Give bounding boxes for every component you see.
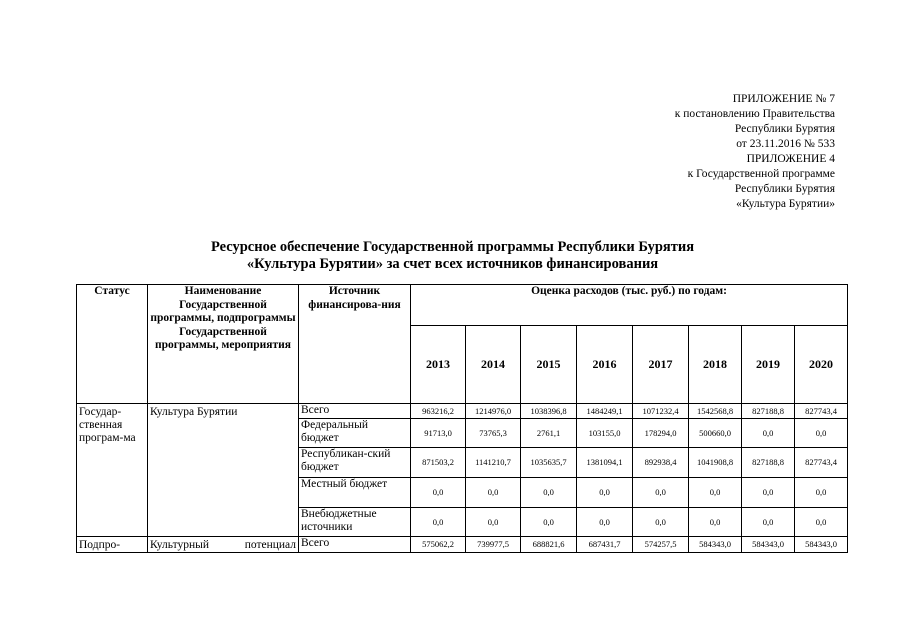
source-cell: Местный бюджет (299, 478, 411, 508)
value-cell: 687431,7 (577, 537, 633, 553)
value-cell: 584343,0 (795, 537, 848, 553)
value-cell: 1484249,1 (577, 404, 633, 419)
value-cell: 1214976,0 (466, 404, 521, 419)
value-cell: 0,0 (689, 478, 742, 508)
value-cell: 73765,3 (466, 419, 521, 448)
value-cell: 0,0 (411, 508, 466, 537)
year-header: 2014 (466, 326, 521, 404)
name-cell: Культурный потенциал (148, 537, 299, 553)
annex-4-line: «Культура Бурятии» (736, 198, 835, 210)
name-cell: Культура Бурятии (148, 404, 299, 537)
status-cell: Государ-ственная програм-ма (77, 404, 148, 537)
source-cell: Всего (299, 404, 411, 419)
annex-7-line: ПРИЛОЖЕНИЕ № 7 (732, 93, 835, 105)
value-cell: 0,0 (411, 478, 466, 508)
value-cell: 0,0 (742, 508, 795, 537)
value-cell: 892938,4 (633, 448, 689, 478)
value-cell: 0,0 (795, 478, 848, 508)
title-line-2: «Культура Бурятии» за счет всех источников финансирования (246, 256, 659, 272)
value-cell: 963216,2 (411, 404, 466, 419)
value-cell: 827188,8 (742, 448, 795, 478)
title-line-1: Ресурсное обеспечение Государственной программы Республики Бурятия (210, 239, 695, 255)
value-cell: 0,0 (577, 508, 633, 537)
annex-4-line: ПРИЛОЖЕНИЕ 4 (746, 153, 835, 165)
value-cell: 1035635,7 (521, 448, 577, 478)
year-header: 2020 (795, 326, 848, 404)
header-source: Источник финансирова-ния (299, 285, 411, 404)
value-cell: 0,0 (521, 508, 577, 537)
year-header: 2019 (742, 326, 795, 404)
annex-7-line: Республики Бурятия (734, 123, 835, 135)
value-cell: 0,0 (689, 508, 742, 537)
value-cell: 574257,5 (633, 537, 689, 553)
value-cell: 1071232,4 (633, 404, 689, 419)
value-cell: 0,0 (795, 508, 848, 537)
table-row (77, 537, 848, 553)
year-header: 2018 (689, 326, 742, 404)
value-cell: 91713,0 (411, 419, 466, 448)
value-cell: 0,0 (466, 478, 521, 508)
value-cell: 827743,4 (795, 448, 848, 478)
year-header: 2017 (633, 326, 689, 404)
document-title (0, 239, 905, 273)
value-cell: 584343,0 (742, 537, 795, 553)
resource-table (76, 284, 848, 553)
source-cell: Внебюджетные источники (299, 508, 411, 537)
year-header: 2013 (411, 326, 466, 404)
value-cell: 2761,1 (521, 419, 577, 448)
value-cell: 1542568,8 (689, 404, 742, 419)
header-status: Статус (77, 285, 148, 404)
value-cell: 0,0 (577, 478, 633, 508)
value-cell: 1381094,1 (577, 448, 633, 478)
header-row-1 (77, 285, 848, 326)
header-name: Наименование Государственной программы, подпрограммы Государственной программы, мероприятия (148, 285, 299, 404)
value-cell: 584343,0 (689, 537, 742, 553)
source-cell: Всего (299, 537, 411, 553)
value-cell: 0,0 (633, 508, 689, 537)
annex-4-line: к Государственной программе (687, 168, 835, 180)
table-row (77, 404, 848, 419)
annex-4-block (688, 152, 835, 212)
value-cell: 827188,8 (742, 404, 795, 419)
source-cell: Федеральный бюджет (299, 419, 411, 448)
annex-7-line: от 23.11.2016 № 533 (736, 138, 835, 150)
year-header: 2016 (577, 326, 633, 404)
value-cell: 0,0 (521, 478, 577, 508)
value-cell: 688821,6 (521, 537, 577, 553)
value-cell: 739977,5 (466, 537, 521, 553)
value-cell: 500660,0 (689, 419, 742, 448)
value-cell: 0,0 (742, 478, 795, 508)
annex-7-line: к постановлению Правительства (674, 108, 835, 120)
value-cell: 1141210,7 (466, 448, 521, 478)
status-cell: Подпро- (77, 537, 148, 553)
value-cell: 1038396,8 (521, 404, 577, 419)
value-cell: 0,0 (633, 478, 689, 508)
value-cell: 103155,0 (577, 419, 633, 448)
value-cell: 575062,2 (411, 537, 466, 553)
year-header: 2015 (521, 326, 577, 404)
value-cell: 0,0 (742, 419, 795, 448)
value-cell: 0,0 (466, 508, 521, 537)
source-cell: Республикан-ский бюджет (299, 448, 411, 478)
value-cell: 1041908,8 (689, 448, 742, 478)
annex-7-block (675, 92, 835, 152)
value-cell: 871503,2 (411, 448, 466, 478)
annex-4-line: Республики Бурятия (734, 183, 835, 195)
header-estimate: Оценка расходов (тыс. руб.) по годам: (411, 285, 848, 326)
value-cell: 827743,4 (795, 404, 848, 419)
value-cell: 178294,0 (633, 419, 689, 448)
value-cell: 0,0 (795, 419, 848, 448)
